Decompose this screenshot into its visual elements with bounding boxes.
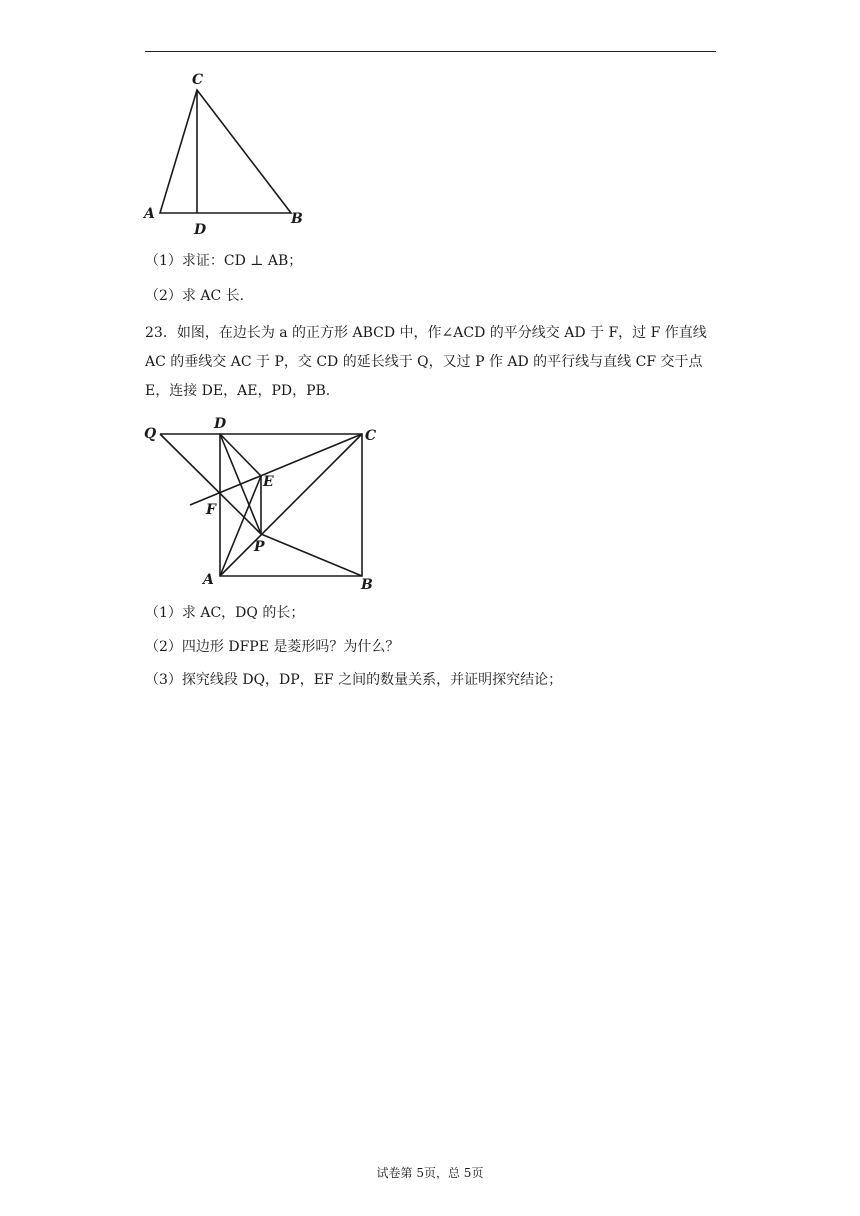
triangle-figure (140, 68, 320, 238)
q23-stem-line3: E，连接 DE，AE，PD，PB. (145, 383, 331, 399)
segment-pb (261, 534, 362, 576)
line-qp (160, 434, 261, 534)
label-f: F (206, 502, 216, 518)
label-c: C (365, 428, 377, 444)
label-e: E (263, 474, 274, 490)
q23-stem-line1: 23．如图，在边长为 a 的正方形 ABCD 中，作∠ACD 的平分线交 AD 于 F，过 F 作直线 (145, 325, 707, 341)
label-b: B (361, 577, 373, 593)
q22-part2: （2）求 AC 长. (145, 288, 245, 304)
square-figure (140, 414, 390, 599)
header-rule (145, 51, 716, 52)
line-cf (190, 434, 362, 505)
q23-stem (145, 319, 720, 406)
page-footer: 试卷第 5页，总 5页 (376, 1166, 484, 1180)
label-b: B (291, 211, 303, 227)
triangle-abc (160, 90, 291, 213)
label-d: D (214, 416, 227, 432)
q23-stem-line2: AC 的垂线交 AC 于 P，交 CD 的延长线于 Q，又过 P 作 AD 的平行线与直线 CF 交于点 (145, 354, 703, 370)
label-p: P (254, 539, 265, 555)
q22-part1: （1）求证：CD ⊥ AB； (145, 253, 303, 269)
label-q: Q (144, 426, 157, 442)
label-a: A (203, 572, 214, 588)
q23-part3: （3）探究线段 DQ，DP，EF 之间的数量关系，并证明探究结论； (145, 672, 563, 688)
label-c: C (192, 72, 204, 88)
q23-part2: （2）四边形 DFPE 是菱形吗？为什么？ (145, 639, 400, 655)
segment-de (220, 434, 261, 476)
label-a: A (144, 206, 155, 222)
q23-part1: （1）求 AC，DQ 的长； (145, 605, 305, 621)
label-d: D (194, 222, 207, 238)
segment-ae (220, 476, 261, 576)
segment-dp (220, 434, 261, 534)
